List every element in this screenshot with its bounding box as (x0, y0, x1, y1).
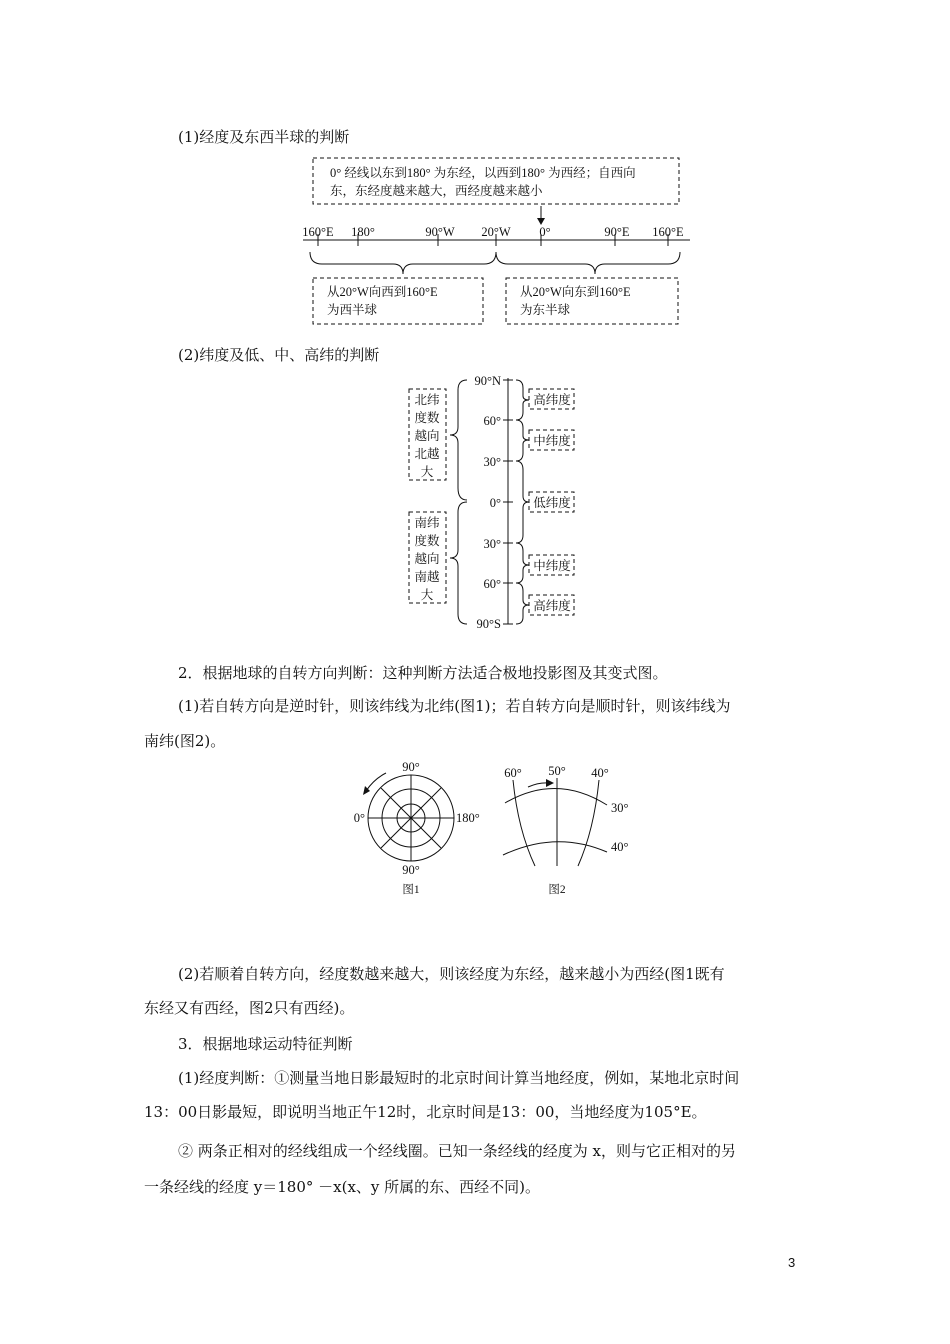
fig2-label-lat-40: 40° (611, 840, 629, 854)
figure-2 (503, 764, 629, 896)
fig2-label-lon-40: 40° (591, 766, 609, 780)
lat-label-60s: 60° (483, 577, 501, 591)
tick-label-90w: 90°W (425, 225, 455, 239)
tick-label-160e-west: 160°E (302, 225, 334, 239)
lat-label-90n: 90°N (474, 374, 501, 388)
longitude-rule-note-line2: 东，东经度越来越大，西经度越来越小 (330, 184, 543, 198)
fig2-label-lon-50: 50° (548, 764, 566, 778)
fig2-label-lat-30: 30° (611, 801, 629, 815)
fig2-label-lon-60: 60° (504, 766, 522, 780)
north-note-line4: 北越 (414, 447, 440, 461)
paragraph-3-heading: 3．根据地球运动特征判断 (178, 1035, 353, 1053)
lat-label-90s: 90°S (476, 617, 501, 631)
section-1-title: (1)经度及东西半球的判断 (178, 128, 350, 146)
lat-label-30n: 30° (483, 455, 501, 469)
fig1-label-left: 0° (353, 811, 365, 825)
north-note-line1: 北纬 (414, 393, 440, 407)
zone-label-high-south: 高纬度 (533, 599, 571, 613)
tick-label-90e: 90°E (604, 225, 630, 239)
paragraph-2-2-line2: 东经又有西经，图2只有西经)。 (144, 999, 355, 1017)
tick-label-20w: 20°W (481, 225, 511, 239)
fig2-meridian-60 (513, 780, 535, 866)
fig2-arrow-head (546, 779, 554, 787)
paragraph-2-heading: 2．根据地球的自转方向判断：这种判断方法适合极地投影图及其变式图。 (178, 664, 668, 682)
tick-label-160e-east: 160°E (652, 225, 684, 239)
fig1-label-right: 180° (456, 811, 480, 825)
longitude-rule-note-line1: 0° 经线以东到180° 为东经，以西到180° 为西经；自西向 (330, 166, 636, 180)
paragraph-3-1-line1: (1)经度判断：①测量当地日影最短时的北京时间计算当地经度，例如，某地北京时间 (178, 1069, 740, 1087)
east-hemisphere-note-line1: 从20°W向东到160°E (520, 285, 631, 299)
lat-label-60n: 60° (483, 414, 501, 428)
fig1-label-bottom: 90° (402, 863, 420, 877)
fig2-parallel-30 (505, 788, 607, 805)
fig1-rotation-arrow (366, 773, 386, 791)
fig1-label-top: 90° (402, 760, 420, 774)
west-hemisphere-note-line1: 从20°W向西到160°E (327, 285, 438, 299)
paragraph-2-1-line2: 南纬(图2)。 (144, 732, 226, 750)
south-note-line5: 大 (420, 588, 434, 602)
east-hemisphere-note-line2: 为东半球 (520, 303, 571, 317)
north-note-line2: 度数 (414, 411, 440, 425)
section-2-title: (2)纬度及低、中、高纬的判断 (178, 346, 380, 364)
zone-label-mid-north: 中纬度 (533, 434, 571, 448)
lat-label-30s: 30° (483, 537, 501, 551)
fig2-parallel-40 (503, 842, 607, 855)
paragraph-3-1-line2: 13：00日影最短，即说明当地正午12时，北京时间是13：00，当地经度为105°E。 (144, 1103, 707, 1121)
south-note-line4: 南越 (414, 570, 440, 584)
west-hemisphere-note-line2: 为西半球 (327, 303, 378, 317)
lat-label-0: 0° (489, 496, 501, 510)
tick-label-180: 180° (351, 225, 375, 239)
paragraph-2-2-line1: (2)若顺着自转方向，经度数越来越大，则该经度为东经，越来越小为西经(图1既有 (178, 965, 725, 983)
zone-label-high-north: 高纬度 (533, 393, 571, 407)
north-note-line5: 大 (420, 465, 434, 479)
south-note-line3: 越向 (414, 552, 440, 566)
figure-1 (354, 760, 480, 896)
zone-label-mid-south: 中纬度 (533, 559, 571, 573)
fig1-caption: 图1 (402, 884, 420, 896)
fig2-caption: 图2 (548, 884, 566, 896)
south-note-line1: 南纬 (414, 516, 440, 530)
paragraph-2-1-line1: (1)若自转方向是逆时针，则该纬线为北纬(图1)；若自转方向是顺时针，则该纬线为 (178, 697, 731, 715)
zone-label-low: 低纬度 (533, 496, 571, 510)
page-number: 3 (788, 1255, 796, 1270)
north-note-line3: 越向 (414, 429, 440, 443)
paragraph-3-2-line1: ② 两条正相对的经线组成一个经线圈。已知一条经线的经度为 x，则与它正相对的另 (178, 1142, 736, 1160)
south-note-line2: 度数 (414, 534, 440, 548)
paragraph-3-2-line2: 一条经线的经度 y＝180° －x(x、y 所属的东、西经不同)。 (144, 1178, 541, 1196)
tick-label-0: 0° (539, 225, 551, 239)
